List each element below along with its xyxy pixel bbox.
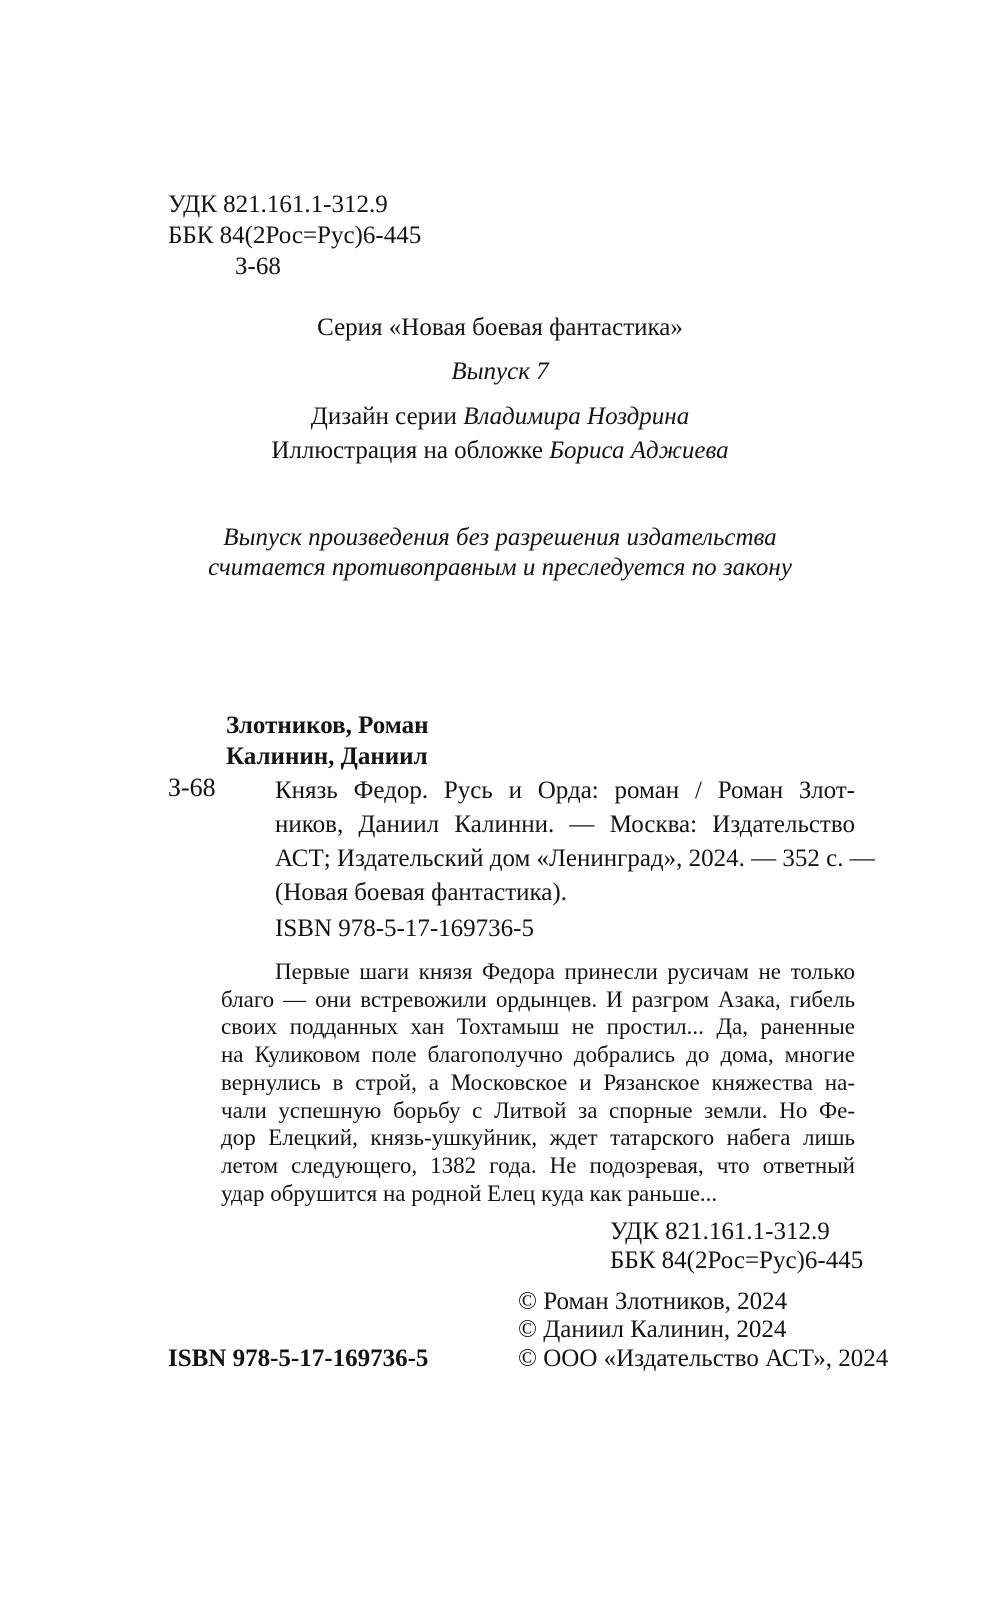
udk-top: УДК 821.161.1-312.9 <box>168 191 388 218</box>
bbk-top: ББК 84(2Рос=Рус)6-445 <box>168 222 422 249</box>
description-line: Князь Федор. Русь и Орда: роман / Роман Злот- <box>275 777 855 804</box>
annotation-line: летом следующего, 1382 года. Не подозревая, что ответный <box>221 1152 855 1178</box>
annotation-line: своих подданных хан Тохтамыш не простил... Да, раненные <box>221 1014 855 1040</box>
illustration-credit <box>0 437 1000 465</box>
notice-line-2: считается противоправным и преследуется по закону <box>208 554 792 581</box>
annotation-line: удар обрушится на родной Елец куда как раньше... <box>221 1180 718 1206</box>
bbk-catalog: ББК 84(2Рос=Рус)6-445 <box>610 1247 864 1274</box>
isbn-catalog: ISBN 978-5-17-169736-5 <box>275 915 535 942</box>
annotation-line: на Куликовом поле благополучно добрались до дома, многие <box>221 1042 855 1068</box>
issue-number: Выпуск 7 <box>451 358 549 385</box>
annotation-line: вернулись в строй, а Московское и Рязанское княжества на- <box>221 1069 855 1095</box>
design-credit <box>0 403 1000 431</box>
annotation-line: благо — они встревожили ордынцев. И разгром Азака, гибель <box>221 986 855 1012</box>
description-line: (Новая боевая фантастика). <box>275 879 567 906</box>
copyright-line: © Даниил Калинин, 2024 <box>518 1316 787 1343</box>
annotation-line: Первые шаги князя Федора принесли русичам не только <box>275 959 855 984</box>
series-line: Серия «Новая боевая фантастика» <box>317 314 683 341</box>
annotation-line: дор Елецкий, князь-ушкуйник, ждет татарского набега лишь <box>221 1125 855 1151</box>
catalog-mark: З-68 <box>168 773 216 802</box>
author-1: Злотников, Роман <box>226 712 429 739</box>
design-name: Владимира Ноздрина <box>463 403 690 430</box>
isbn-bold: ISBN 978-5-17-169736-5 <box>168 1345 429 1372</box>
author-2: Калинин, Даниил <box>226 743 428 770</box>
author-mark-top: З-68 <box>235 253 281 280</box>
copyright-line: © Роман Злотников, 2024 <box>518 1288 788 1315</box>
udk-catalog: УДК 821.161.1-312.9 <box>610 1218 830 1245</box>
notice-line-1: Выпуск произведения без разрешения издательства <box>223 524 777 551</box>
design-prefix: Дизайн серии <box>310 403 464 430</box>
description-line: ников, Даниил Калинни. — Москва: Издательство <box>275 811 855 838</box>
annotation-line: чали успешную борьбу с Литвой за спорные земли. Но Фе- <box>221 1097 855 1123</box>
illustration-name: Бориса Аджиева <box>549 437 729 464</box>
copyright-line: © ООО «Издательство АСТ», 2024 <box>518 1345 889 1372</box>
catalog-description <box>275 774 875 910</box>
description-line: АСТ; Издательский дом «Ленинград», 2024. — 352 с. — <box>275 845 875 872</box>
annotation <box>221 958 855 1207</box>
illustration-prefix: Иллюстрация на обложке <box>271 437 550 464</box>
